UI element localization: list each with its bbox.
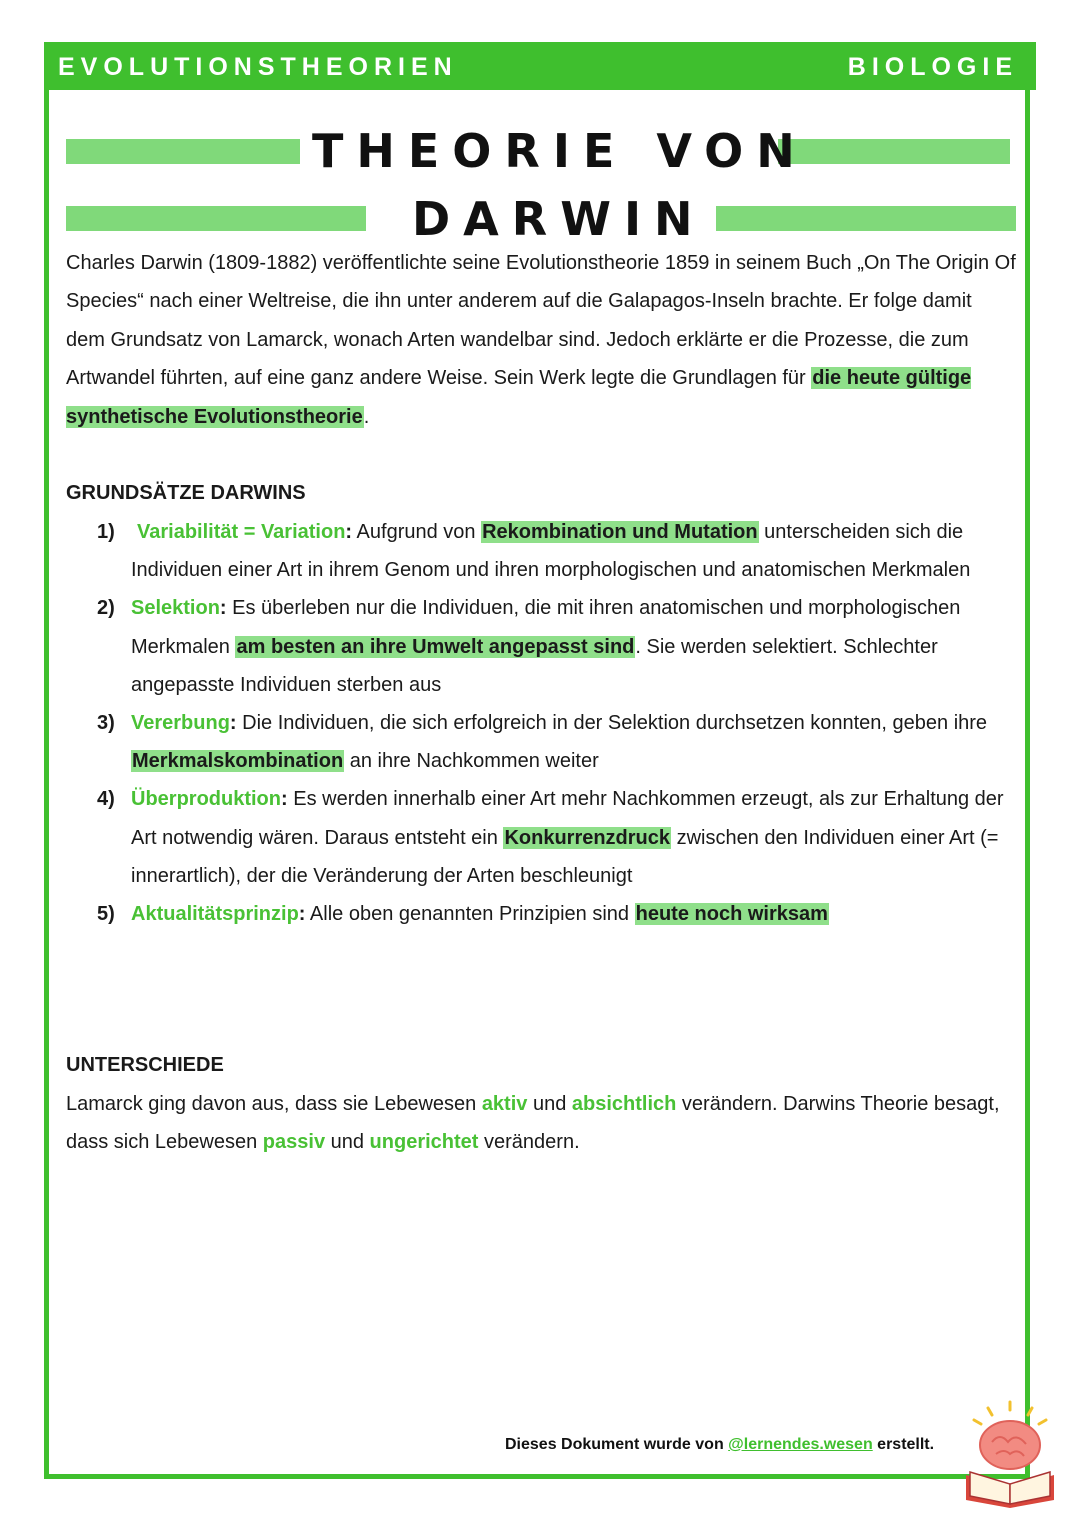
principle-colon: : (229, 712, 237, 735)
principle-highlight: am besten an ihre Umwelt angepasst sind (236, 635, 635, 658)
list-number: 4) (97, 788, 115, 811)
intro-paragraph (66, 244, 1016, 436)
page-title-line1: THEORIE VON (312, 124, 808, 178)
principle-text: Es werden innerhalb einer Art mehr Nachkommen erzeugt, als zur Erhaltung der Art notwendig wären. Daraus entsteht ein (131, 788, 1004, 849)
principle-text: . Sie werden selektiert. Schlechter angepasste Individuen sterben aus (131, 635, 938, 696)
differences-keyword: absichtlich (571, 1093, 677, 1115)
title-bar-decoration (66, 206, 366, 231)
principle-term: Aktualitätsprinzip (131, 903, 299, 926)
title-bar-decoration (778, 139, 1010, 164)
list-item (66, 895, 1016, 933)
principle-colon: : (281, 788, 288, 811)
principle-term: Selektion (131, 597, 220, 620)
principle-term: Überproduktion (131, 788, 281, 811)
title-bar-decoration (716, 206, 1016, 231)
list-item (66, 704, 1016, 780)
principles-heading: GRUNDSÄTZE DARWINS (66, 482, 306, 504)
principle-term: Vererbung (131, 712, 230, 735)
list-item (66, 513, 1016, 589)
principle-highlight: Merkmalskombination (132, 750, 344, 773)
differences-text: Lamarck ging davon aus, dass sie Lebewesen (66, 1093, 482, 1115)
footer-credit (505, 1436, 934, 1454)
list-number: 5) (97, 903, 115, 926)
brain-book-logo-icon (960, 1400, 1060, 1510)
intro-text: Charles Darwin (1809-1882) veröffentlichte seine Evolutionstheorie 1859 in seinem Buch „On The Origin Of Species“ nach einer Weltreise, die ihn unter anderem auf die Galapagos-Inseln brachte. Er folge damit dem Grundsatz von Lamarck, wonach Arten wandelbar sind. Jedoch erklärte er die Prozesse, die zum Artwandel führten, auf eine ganz andere Weise. Sein Werk legte die Grundlagen für (66, 252, 1016, 390)
intro-highlight: die heute gültige synthetische Evolutionstheorie (66, 367, 972, 428)
differences-text: und (527, 1093, 572, 1115)
footer-text: erstellt. (872, 1436, 935, 1453)
principle-highlight: heute noch wirksam (635, 903, 828, 926)
intro-end: . (363, 405, 370, 428)
principle-highlight: Konkurrenzdruck (504, 826, 671, 849)
principle-text: Aufgrund von (352, 521, 482, 543)
differences-keyword: passiv (262, 1131, 326, 1154)
list-number: 1) (97, 521, 115, 543)
principle-colon: : (345, 521, 353, 543)
differences-keyword: ungerichtet (369, 1131, 479, 1154)
list-number: 2) (97, 597, 115, 620)
footer-text: Dieses Dokument wurde von (505, 1436, 729, 1453)
principle-text: Es überleben nur die Individuen, die mit ihren anatomischen und morphologischen Merkmalen (131, 597, 961, 658)
differences-text: verändern. (478, 1131, 580, 1154)
list-item (66, 589, 1016, 704)
header-bar (44, 42, 1036, 90)
differences-heading: UNTERSCHIEDE (66, 1054, 224, 1076)
title-bar-decoration (66, 139, 300, 164)
principle-text: zwischen den Individuen einer Art (= innerartlich), der die Veränderung der Arten beschleunigt (131, 826, 999, 887)
page-title-line2: DARWIN (412, 192, 706, 246)
header-subject: BIOLOGIE (847, 53, 1018, 81)
list-item (66, 780, 1016, 895)
principle-text: unterscheiden sich die Individuen einer Art in ihrem Genom und ihren morphologischen und anatomischen Merkmalen (131, 521, 971, 582)
principles-list (66, 513, 1016, 933)
principle-text: Alle oben genannten Prinzipien sind (305, 903, 635, 926)
differences-text: verändern. Darwins Theorie besagt, dass sich Lebewesen (66, 1093, 1000, 1154)
principle-text: Die Individuen, die sich erfolgreich in der Selektion durchsetzen konnten, geben ihre (236, 712, 988, 735)
principle-term: Variabilität = Variation (137, 521, 346, 543)
differences-keyword: aktiv (481, 1093, 528, 1115)
principle-colon: : (298, 903, 306, 926)
author-link[interactable]: @lernendes.wesen (728, 1436, 873, 1453)
principle-colon: : (219, 597, 227, 620)
principle-highlight: Rekombination und Mutation (482, 521, 758, 543)
list-number: 3) (97, 712, 115, 735)
differences-text: und (325, 1131, 370, 1154)
principle-text: an ihre Nachkommen weiter (344, 750, 599, 773)
header-topic: EVOLUTIONSTHEORIEN (58, 53, 458, 81)
differences-paragraph (66, 1085, 1016, 1162)
